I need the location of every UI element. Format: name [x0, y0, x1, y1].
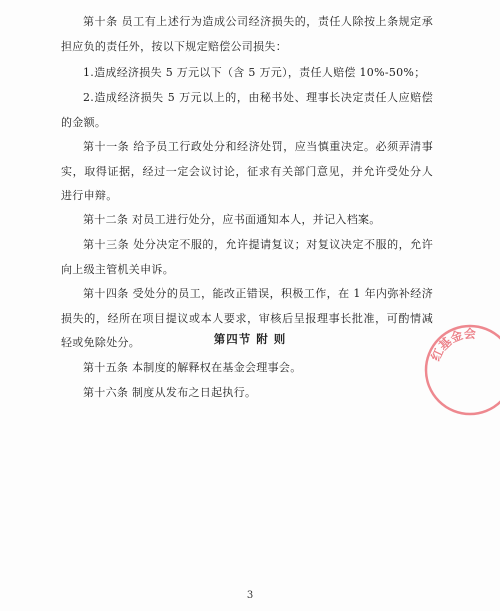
article-16: 第十六条 制度从发布之日起执行。	[83, 386, 257, 399]
article-15: 第十五条 本制度的解释权在基金会理事会。	[83, 361, 302, 374]
article-12: 第十二条 对员工进行处分，应书面通知本人，并记入档案。	[83, 213, 381, 226]
article-10: 第十条 员工有上述行为造成公司经济损失的，责任人除按上条规定承担应负的责任外，按以下规定赔偿公司损失：	[61, 15, 433, 53]
article-11: 第十一条 给予员工行政处分和经济处罚，应当慎重决定。必须弄清事实，取得证据，经过一定会议讨论，征求有关部门意见，并允许受处分人进行申辩。	[61, 140, 433, 202]
article-10-item-2: 2.造成经济损失 5 万元以上的，由秘书处、理事长决定责任人应赔偿的金额。	[61, 91, 433, 129]
svg-text:红基金会: 红基金会	[428, 326, 476, 364]
article-14: 第十四条 受处分的员工，能改正错误，积极工作，在 1 年内弥补经济损失的，经所在项目提议或本人要求，审核后呈报理事长批准，可酌情减轻或免除处分。	[61, 287, 433, 349]
article-10-item-1: 1.造成经济损失 5 万元以下（含 5 万元），责任人赔偿 10%-50%；	[83, 66, 426, 79]
page-number: 3	[246, 590, 254, 601]
section-title: 第四节 附 则	[213, 332, 287, 346]
article-13: 第十三条 处分决定不服的，允许提请复议；对复议决定不服的，允许向上级主管机关申诉。	[61, 238, 433, 276]
official-seal-stamp	[420, 320, 500, 420]
